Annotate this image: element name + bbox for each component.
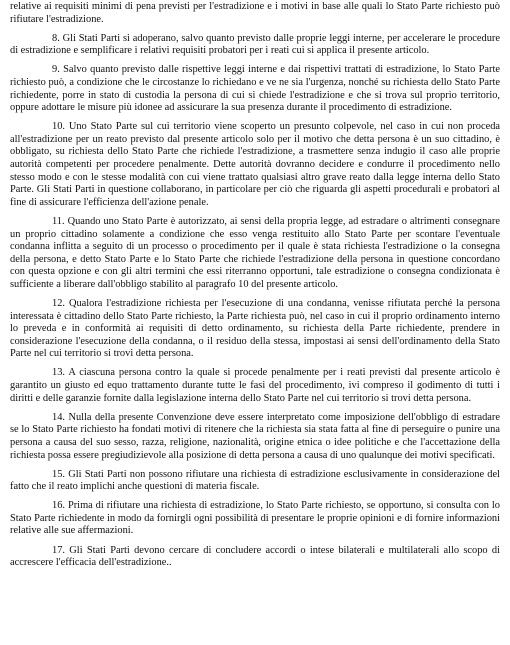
paragraph-15 [10,469,500,494]
paragraph-text: A ciascuna persona contro la quale si procede penalmente per i reati previsti dal presente articolo è garantito un giusto ed equo trattamento durante tutte le fasi del procedimento, ivi compreso il godimento di tutti i diritti e delle garanzie fornite dalla legislazione interna dello Stato Parte nel cui territorio si trovi detta persona. [10,367,500,404]
paragraph-number: 14. [52,411,65,423]
paragraph-text: Prima di rifiutare una richiesta di estradizione, lo Stato Parte richiesto, se opportuno, si consulta con lo Stato Parte richiedente in modo da fornirgli ogni possibilità di presentare le proprie opinioni e di fornire informazioni relative alle sue affermazioni. [10,500,500,537]
paragraph-text: Uno Stato Parte sul cui territorio viene scoperto un presunto colpevole, nel caso in cui non proceda all'estradizione per un reato previsto dal presente articolo solo per il motivo che detta persona è un suo cittadino, è obbligato, su richiesta dello Stato Parte che richiede l'estradizione, a trasmettere senza indugio il caso alle proprie autorità competenti per procedere penalmente. Dette autorità dovranno decidere e condurre il procedimento nello stesso modo e con le stesse modalità con cui viene trattato qualsiasi altro grave reato dalla legge interna dello Stato Parte. Gli Stati Parti in questione collaborano, in particolare per ciò che riguarda gli aspetti procedurali e probatori al fine di assicurare l'efficienza dell'azione penale. [10,121,500,208]
paragraph-16 [10,500,500,538]
paragraph-text: Gli Stati Parti si adoperano, salvo quanto previsto dalle proprie leggi interne, per accelerare le procedure di estradizione e semplificare i relativi requisiti probatori per i reati cui si applica il presente articolo. [10,32,500,57]
paragraph-number: 15. [52,468,65,480]
paragraph-number: 13. [52,367,65,379]
paragraph-number: 16. [52,500,65,512]
paragraph-number: 8. [52,32,60,44]
paragraph-12 [10,298,500,361]
paragraph-text: Quando uno Stato Parte è autorizzato, ai sensi della propria legge, ad estradare o altrimenti consegnare un proprio cittadino solamente a condizione che esso venga restituito allo Stato Parte per scontare l'eventuale condanna inflitta a seguito di un processo o procedimento per il quale è stata richiesta l'estradizione o la consegna della persona, e detto Stato Parte e lo Stato Parte che richiede l'estradizione della persona in questione concordano con questa opzione e con gli altri termini che essi riterranno opportuni, tale estradizione o consegna condizionata è sufficiente a liberare dall'obbligo stabilito al paragrafo 10 del presente articolo. [10,215,500,290]
paragraph-number: 12. [52,297,65,309]
paragraph-text: Gli Stati Parti non possono rifiutare una richiesta di estradizione esclusivamente in considerazione del fatto che il reato implichi anche questioni di materia fiscale. [10,468,500,493]
paragraph-10 [10,121,500,209]
paragraph-8 [10,33,500,58]
paragraph-text: Salvo quanto previsto dalle rispettive leggi interne e dai rispettivi trattati di estradizione, lo Stato Parte richiesto può, a condizione che le circostanze lo richiedano e ve ne sia l'urgenza, nonché su richiesta dello Stato Parte richiedente, porre in stato di custodia la persona di cui si chiede l'estradizione e che si trova sul proprio territorio, oppure adottare le misure più idonee ad assicurare la sua presenza durante il procedimento di estradizione. [10,64,500,114]
paragraph-number: 11. [52,215,65,227]
paragraph-number: 9. [52,64,60,76]
paragraph-11 [10,216,500,292]
paragraph-14 [10,412,500,462]
paragraph-number: 17. [52,544,65,556]
paragraph-text: Qualora l'estradizione richiesta per l'esecuzione di una condanna, venisse rifiutata perché la persona interessata è cittadino dello Stato Parte richiesto, la Parte richiesta può, nel caso in cui il proprio ordinamento interno lo preveda e in conformità ai requisiti di detto ordinamento, su richiesta della Parte richiedente, prendere in considerazione l'esecuzione della condanna, o il residuo della stessa, impostasi ai sensi dell'ordinamento della Stato Parte nel cui territorio si trovi detta persona. [10,297,500,360]
paragraph-17 [10,545,500,570]
paragraph-text: relative ai requisiti minimi di pena previsti per l'estradizione e i motivi in base alle quali lo Stato Parte richiesto può rifiutare l'estradizione. [10,1,500,25]
paragraph-text: Gli Stati Parti devono cercare di concludere accordi o intese bilaterali e multilaterali allo scopo di accrescere l'efficacia dell'estradizione.. [10,544,500,569]
paragraph-continuation [10,1,500,26]
paragraph-number: 10. [52,121,65,133]
paragraph-text: Nulla della presente Convenzione deve essere interpretato come imposizione dell'obbligo di estradare se lo Stato Parte richiesto ha fondati motivi di ritenere che la richiesta sia stata fatta al fine di perseguire o punire una persona a causa del suo sesso, razza, religione, nazionalità, origine etnica o idee politiche e che l'accettazione della richiesta possa essere pregiudizievole alla posizione di detta persona a causa di uno qualunque dei motivi specificati. [10,411,500,461]
paragraph-9 [10,64,500,114]
paragraph-13 [10,367,500,405]
